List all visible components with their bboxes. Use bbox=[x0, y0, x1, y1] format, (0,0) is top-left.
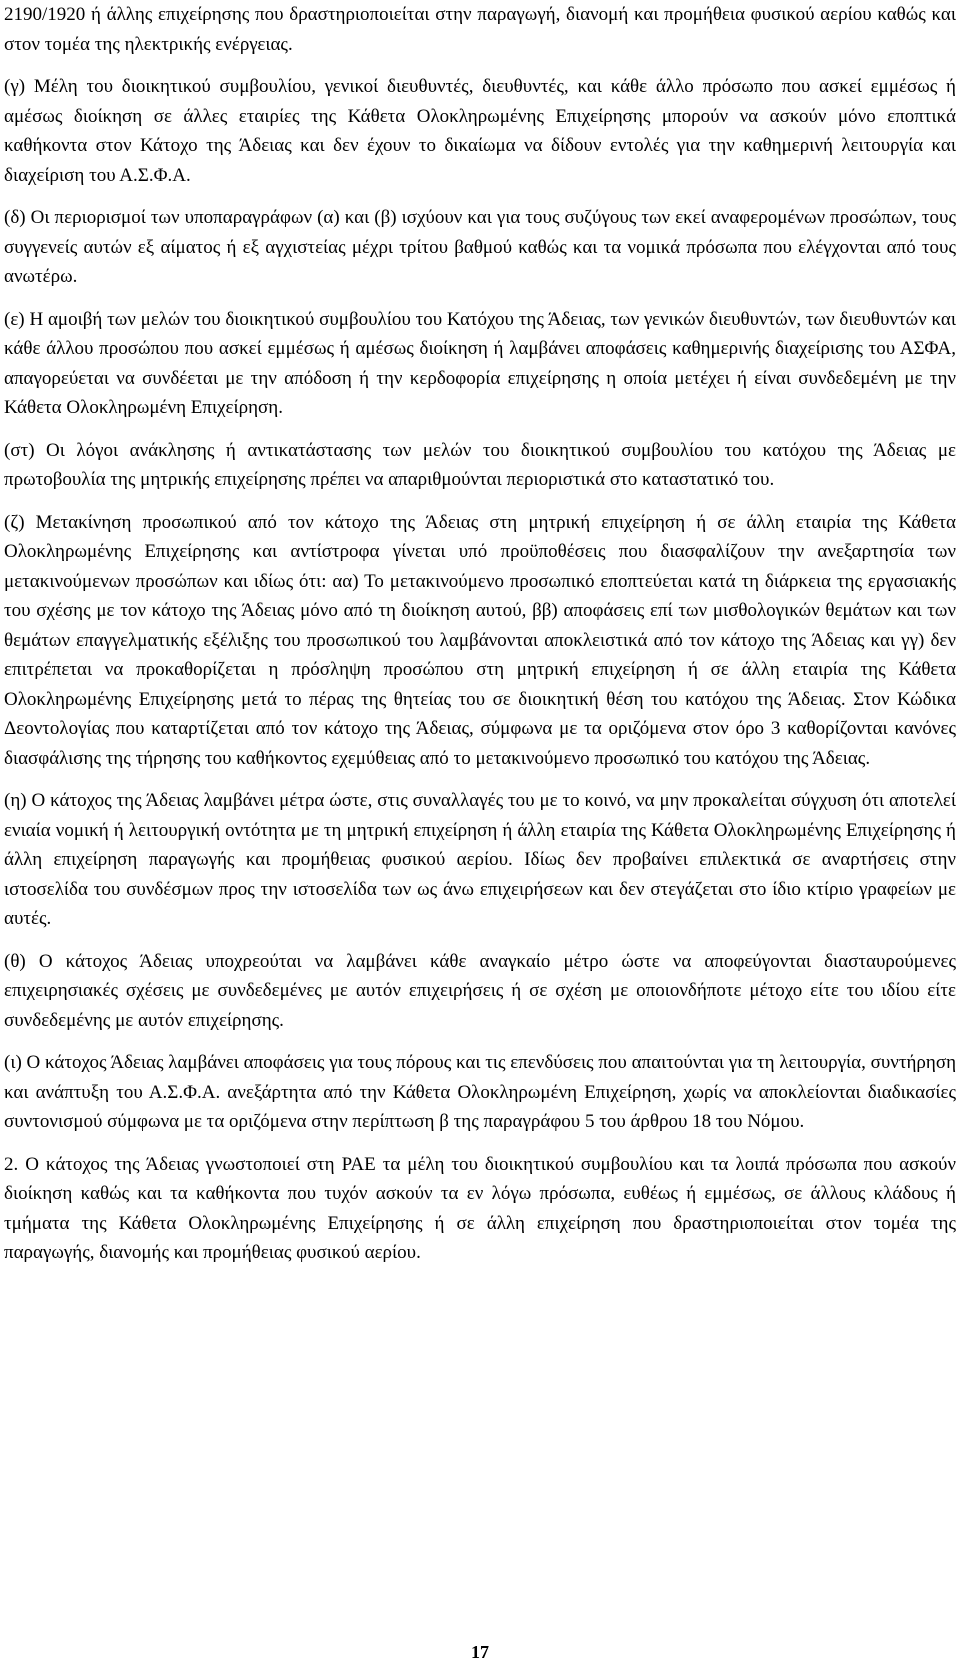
document-page bbox=[4, 0, 956, 1281]
paragraph-theta: (θ) Ο κάτοχος Άδειας υποχρεούται να λαμβάνει κάθε αναγκαίο μέτρο ώστε να αποφεύγονται διασταυρούμενες επιχειρησιακές σχέσεις με συνδεδεμένες με αυτόν επιχειρήσεις ή σε σχέση με οποιονδήποτε μέτοχο είτε του ιδίου είτε συνδεδεμένης με αυτόν επιχείρησης. bbox=[4, 950, 956, 1031]
paragraph-zeta: (ζ) Μετακίνηση προσωπικού από τον κάτοχο της Άδειας στη μητρική επιχείρηση ή σε άλλη εταιρία της Κάθετα Ολοκληρωμένης Επιχείρησης και αντίστροφα γίνεται υπό προϋποθέσεις που διασφαλίζουν την ανεξαρτησία των μετακινούμενων προσώπων και ιδίως ότι: αα) Το μετακινούμενο προσωπικό εποπτεύεται κατά τη διάρκεια της εργασιακής του σχέσης με τον κάτοχο της Άδειας μόνο από τη διοίκηση αυτού, ββ) αποφάσεις επί των μισθολογικών θεμάτων και των θεμάτων επαγγελματικής εξέλιξης του προσωπικού του λαμβάνονται αποκλειστικά από τον κάτοχο της Άδειας και γγ) δεν επιτρέπεται να προκαθορίζεται η πρόσληψη προσώπου στη μητρική επιχείρηση ή σε άλλη εταιρία της Κάθετα Ολοκληρωμένης Επιχείρησης μετά το πέρας της θητείας του σε διοικητική θέση του κατόχου της Άδειας. Στον Κώδικα Δεοντολογίας που καταρτίζεται από τον κάτοχο της Άδειας, σύμφωνα με τα οριζόμενα στον όρο 3 καθορίζονται κανόνες διασφάλισης της τήρησης του καθήκοντος εχεμύθειας από το μετακινούμενο προσωπικό του κατόχου της Άδειας. bbox=[4, 511, 956, 769]
paragraph-epsilon: (ε) Η αμοιβή των μελών του διοικητικού συμβουλίου του Κατόχου της Άδειας, των γενικών διευθυντών, των διευθυντών και κάθε άλλου προσώπου που ασκεί εμμέσως ή αμέσως διοίκηση ή λαμβάνει αποφάσεις καθημερινής διαχείρισης του ΑΣΦΑ, απαγορεύεται να συνδέεται με την απόδοση ή την κερδοφορία επιχείρησης η οποία μετέχει ή είναι συνδεδεμένη με την Κάθετα Ολοκληρωμένη Επιχείρηση. bbox=[4, 308, 956, 418]
paragraph-iota: (ι) Ο κάτοχος Άδειας λαμβάνει αποφάσεις για τους πόρους και τις επενδύσεις που απαιτούνται για τη λειτουργία, συντήρηση και ανάπτυξη του Α.Σ.Φ.Α. ανεξάρτητα από την Κάθετα Ολοκληρωμένη Επιχείρηση, χωρίς να αποκλείονται διαδικασίες συντονισμού σύμφωνα με τα οριζόμενα στην περίπτωση β της παραγράφου 5 του άρθρου 18 του Νόμου. bbox=[4, 1052, 957, 1132]
paragraph-delta: (δ) Οι περιορισμοί των υποπαραγράφων (α) και (β) ισχύουν και για τους συζύγους των εκεί αναφερομένων προσώπων, τους συγγενείς αυτών εξ αίματος ή εξ αγχιστείας μέχρι τρίτου βαθμού καθώς και τα νομικά πρόσωπα που ελέγχονται από τους ανωτέρω. bbox=[4, 207, 956, 287]
page-number: 17 bbox=[471, 1642, 489, 1662]
paragraph-st: (στ) Οι λόγοι ανάκλησης ή αντικατάστασης των μελών του διοικητικού συμβουλίου του κατόχου της Άδειας με πρωτοβουλία της μητρικής επιχείρησης πρέπει να απαριθμούνται περιοριστικά στο καταστατικό του. bbox=[4, 439, 956, 490]
paragraph-gamma: (γ) Μέλη του διοικητικού συμβουλίου, γενικοί διευθυντές, διευθυντές, και κάθε άλλο πρόσωπο που ασκεί εμμέσως ή αμέσως διοίκηση σε άλλες εταιρίες της Κάθετα Ολοκληρωμένης Επιχείρησης μπορούν να ασκούν μόνο εποπτικά καθήκοντα στον Κάτοχο της Άδειας και δεν έχουν το δικαίωμα να δίδουν εντολές για την καθημερινή λειτουργία και διαχείριση του Α.Σ.Φ.Α. bbox=[4, 76, 956, 186]
paragraph-eta: (η) Ο κάτοχος της Άδειας λαμβάνει μέτρα ώστε, στις συναλλαγές του με το κοινό, να μην προκαλείται σύγχυση ότι αποτελεί ενιαία νομική ή λειτουργική οντότητα με τη μητρική επιχείρηση ή άλλη εταιρία της Κάθετα Ολοκληρωμένης Επιχείρησης ή άλλη επιχείρηση παραγωγής και προμήθειας φυσικού αερίου. Ιδίως δεν προβαίνει επιλεκτικά σε αναρτήσεις στην ιστοσελίδα του συνδέσμων προς την ιστοσελίδα των ως άνω επιχειρήσεων και δεν στεγάζεται στο ίδιο κτίριο γραφείων με αυτές. bbox=[4, 790, 956, 929]
paragraph-continuation: 2190/1920 ή άλλης επιχείρησης που δραστηριοποιείται στην παραγωγή, διανομή και προμήθεια φυσικού αερίου καθώς και στον τομέα της ηλεκτρικής ενέργειας. bbox=[4, 4, 956, 55]
paragraph-section-2: 2. Ο κάτοχος της Άδειας γνωστοποιεί στη ΡΑΕ τα μέλη του διοικητικού συμβουλίου και τα λοιπά πρόσωπα που ασκούν διοίκηση καθώς και τα καθήκοντα που τυχόν ασκούν τα εν λόγω πρόσωπα, ευθέως ή εμμέσως, σε άλλους κλάδους ή τμήματα της Κάθετα Ολοκληρωμένης Επιχείρησης ή σε άλλη επιχείρηση που δραστηριοποιείται στον τομέα της παραγωγής, διανομής και προμήθειας φυσικού αερίου. bbox=[4, 1153, 956, 1263]
